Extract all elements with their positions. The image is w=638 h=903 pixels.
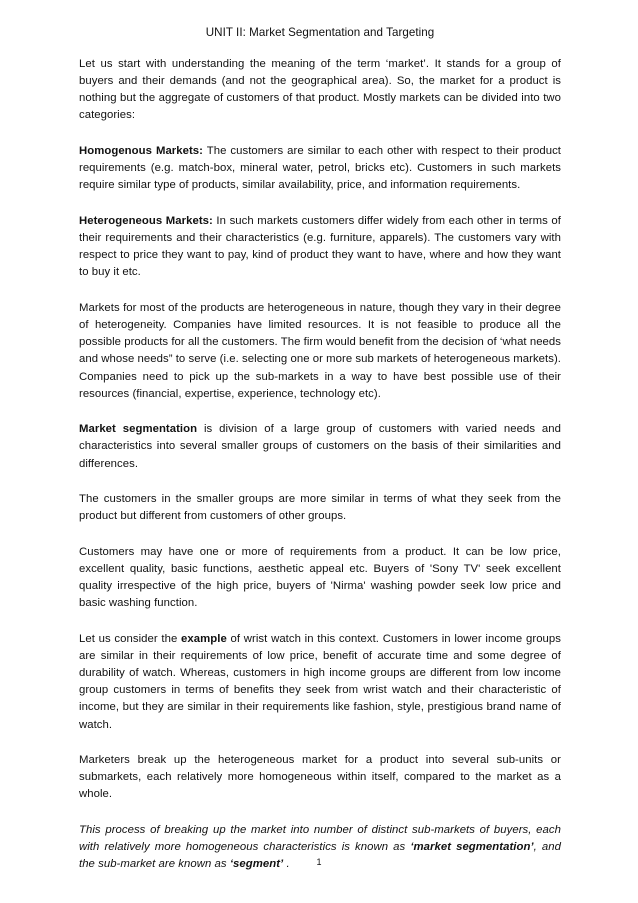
- term-market-segmentation: Market segmentation: [79, 423, 198, 436]
- paragraph-text: Let us consider the: [79, 632, 182, 645]
- paragraph-heterogeneity: [79, 300, 561, 403]
- paragraph-text: .: [283, 858, 290, 871]
- paragraph-text: The customers are similar to each other with respect to their product requirements (e.g. match-box, mineral water, petrol, bricks etc). Customers in such markets require similar type of products, similar availability, price, and information requirements.: [79, 145, 561, 192]
- paragraph-text: The customers in the smaller groups are more similar in terms of what they seek from the product but different from customers of other groups.: [79, 493, 561, 523]
- term-market-segmentation-quoted: ‘market segmentation’: [410, 841, 534, 854]
- paragraph-market-definition: [79, 56, 561, 125]
- paragraph-text: Marketers break up the heterogeneous market for a product into several sub-units or submarkets, each relatively more homogeneous within itself, compared to the market as a whole.: [79, 754, 561, 801]
- term-homogenous-markets: Homogenous Markets:: [79, 145, 203, 158]
- paragraph-smaller-groups: [79, 491, 561, 525]
- term-heterogeneous-markets: Heterogeneous Markets:: [79, 214, 213, 227]
- paragraph-heterogeneous-markets: [79, 213, 561, 282]
- paragraph-text: In such markets customers differ widely from each other in terms of their requirements and their characteristics (e.g. furniture, apparels). The customers vary with respect to price they want to pay, kind of product they want to have, where and how they want to buy it etc.: [79, 214, 561, 279]
- term-segment: ‘segment’: [229, 858, 284, 871]
- paragraph-sub-markets: [79, 752, 561, 803]
- paragraph-text: Markets for most of the products are heterogeneous in nature, though they vary in their degree of heterogeneity. Companies have limited resources. It is not feasible to produce all the possible products for all the customers. The firm would benefit from the decision of ‘what needs and whose needs” to serve (i.e. selecting one or more sub markets of heterogeneous markets). Companies need to pick up the sub-markets in a way to have best possible use of their resources (financial, expertise, experience, technology etc).: [79, 301, 561, 400]
- paragraph-market-segmentation: [79, 421, 561, 472]
- term-example: example: [181, 632, 227, 645]
- paragraph-homogenous-markets: [79, 143, 561, 194]
- paragraph-text: This process of breaking up the market into number of distinct sub-markets of buyers, each with relatively more homogeneous characteristics is known as: [79, 823, 561, 854]
- paragraph-requirements: [79, 544, 561, 613]
- paragraph-text: Customers may have one or more of requirements from a product. It can be low price, excellent quality, basic functions, aesthetic appeal etc. Buyers of 'Sony TV' seek excellent quality irrespective of the high price, buyers of 'Nirma' washing powder seek low price and basic washing function.: [79, 545, 561, 610]
- paragraph-text: Let us start with understanding the meaning of the term ‘market’. It stands for a group of buyers and their demands (and not the geographical area). So, the market for a product is nothing but the aggregate of customers of that product. Mostly markets can be divided into two categories:: [79, 58, 561, 122]
- page-number: 1: [316, 857, 322, 867]
- paragraph-text: of wrist watch in this context. Customers in lower income groups are similar in their requirements of low price, benefit of accurate time and some degree of durability of watch. Whereas, customers in high income groups are different from low income group customers in terms of benefits they seek from wrist watch and their characteristic of income, but they are similar in their requirements like fashion, style, prestigious brand name of watch.: [79, 632, 561, 731]
- paragraph-text: , and the sub-market are known as: [79, 841, 561, 871]
- paragraph-wrist-watch-example: [79, 631, 561, 734]
- paragraph-text: is division of a large group of customers with varied needs and characteristics into several smaller groups of customers on the basis of their similarities and differences.: [79, 423, 562, 470]
- page-title: UNIT II: Market Segmentation and Targeting: [205, 26, 435, 39]
